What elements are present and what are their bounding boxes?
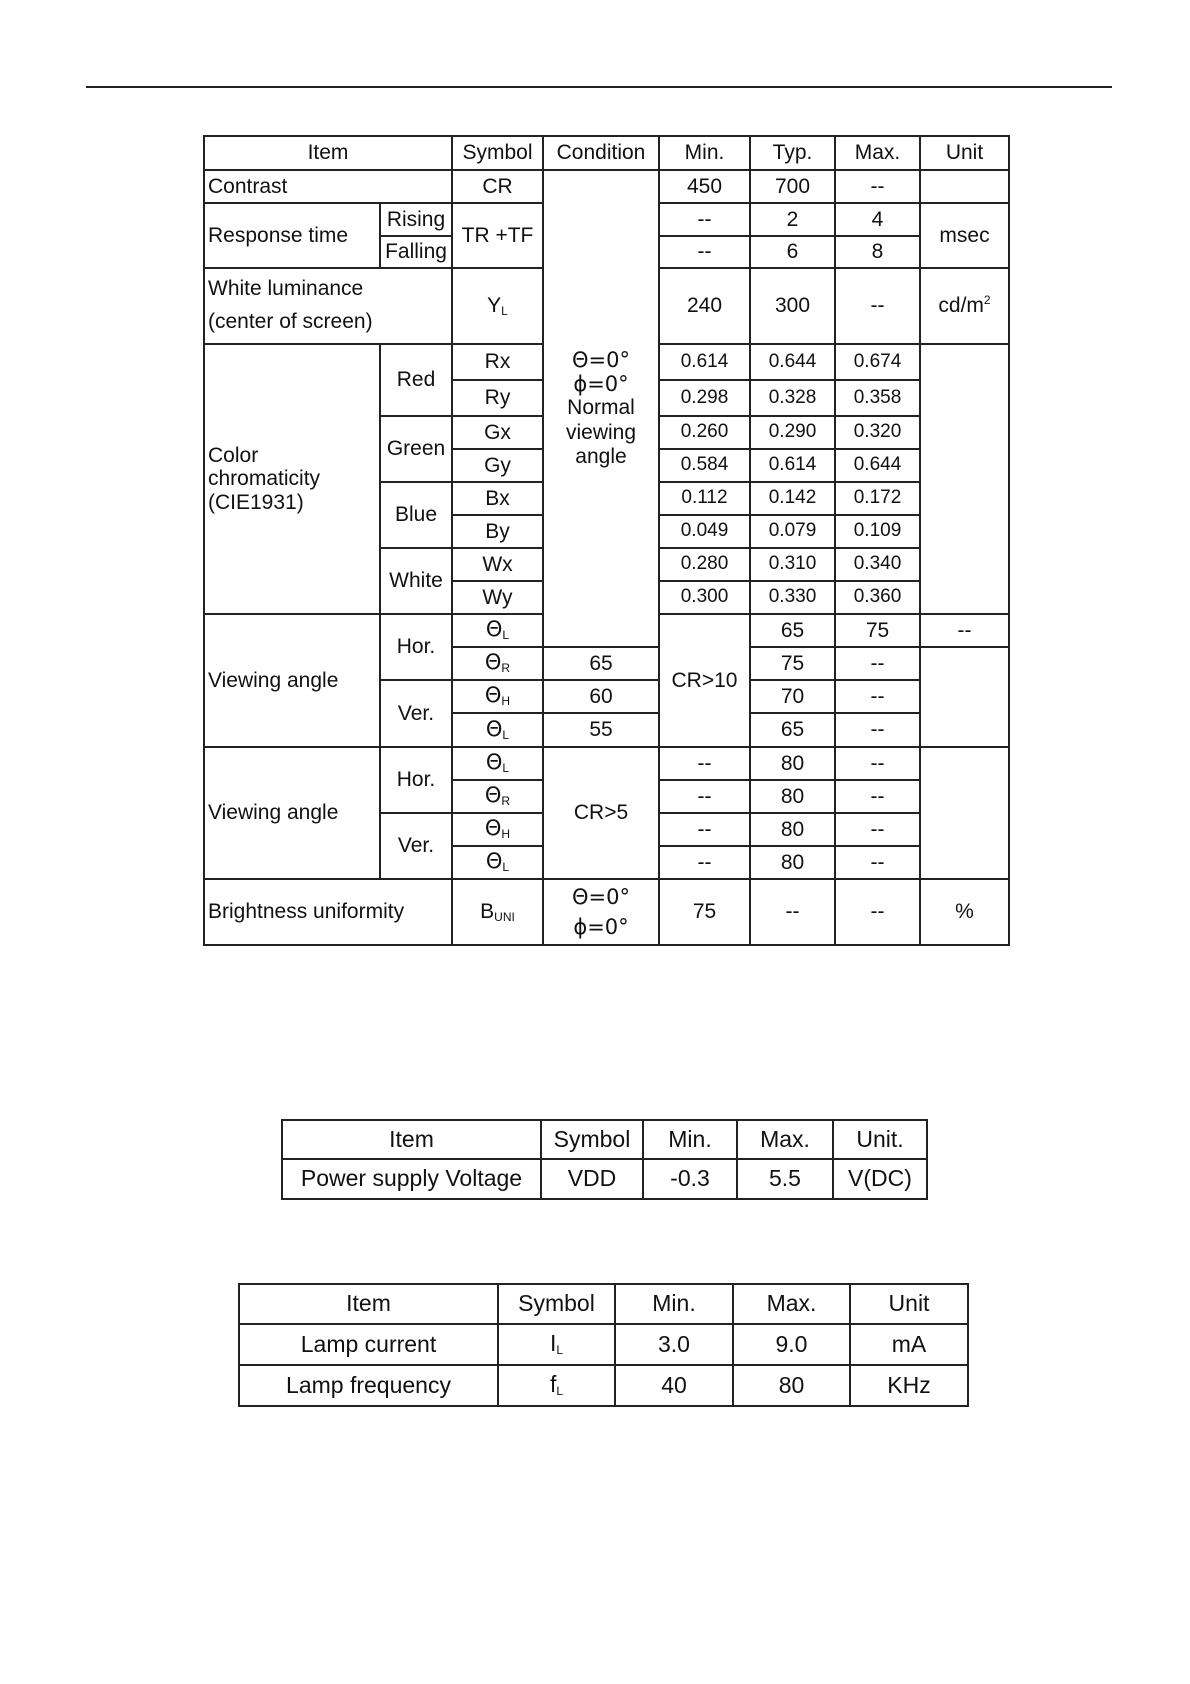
response-rising: Rising (380, 203, 452, 236)
abs-header-item: Item (282, 1120, 541, 1159)
abs-min: -0.3 (643, 1159, 737, 1199)
falling-max: 8 (835, 236, 920, 268)
view1-typ-2: 75 (750, 647, 835, 680)
wy-symbol: Wy (452, 581, 543, 614)
view2-sym-3 (452, 813, 543, 846)
theta-symbol: Θ (484, 816, 502, 841)
view1-typ-3: 70 (750, 680, 835, 713)
view2-typ-2: 80 (750, 780, 835, 813)
lamp-current-unit: mA (850, 1324, 968, 1365)
lamp-frequency-max: 80 (733, 1365, 850, 1406)
by-typ: 0.079 (750, 515, 835, 548)
gx-max: 0.320 (835, 416, 920, 449)
chroma-white-label: White (380, 548, 452, 614)
header-rule (86, 86, 1112, 88)
gy-symbol: Gy (452, 449, 543, 482)
view1-hor: Hor. (380, 614, 452, 680)
wy-max: 0.360 (835, 581, 920, 614)
view2-sym-2 (452, 780, 543, 813)
view2-unit (920, 747, 1009, 879)
theta-symbol: Θ (484, 650, 502, 675)
wx-min: 0.280 (659, 548, 750, 581)
luminance-symbol (452, 268, 543, 344)
falling-min: -- (659, 236, 750, 268)
bx-max: 0.172 (835, 482, 920, 515)
bx-symbol: Bx (452, 482, 543, 515)
view1-min-1: 65 (750, 614, 835, 647)
table-row (239, 1365, 968, 1406)
gy-typ: 0.614 (750, 449, 835, 482)
rx-max: 0.674 (835, 344, 920, 380)
view1-sym-1 (452, 614, 543, 647)
uniformity-unit: % (920, 879, 1009, 945)
lamp-frequency-symbol (498, 1365, 615, 1406)
lamp-current-sym: I (549, 1330, 557, 1357)
table-row (239, 1324, 968, 1365)
lamp-current-min: 3.0 (615, 1324, 733, 1365)
lamp-header-item: Item (239, 1284, 498, 1324)
view1-max-4: -- (835, 713, 920, 747)
luminance-item-line1: White luminance (208, 277, 364, 301)
table-row-uniformity (204, 879, 1009, 945)
theta-sub: R (501, 661, 511, 676)
lamp-frequency-sub: L (556, 1384, 564, 1399)
wx-symbol: Wx (452, 548, 543, 581)
rx-min: 0.614 (659, 344, 750, 380)
rising-min: -- (659, 203, 750, 236)
response-unit: msec (920, 203, 1009, 268)
abs-max: 5.5 (737, 1159, 833, 1199)
response-symbol: TR +TF (452, 203, 543, 268)
chroma-red-label: Red (380, 344, 452, 416)
lamp-current-symbol (498, 1324, 615, 1365)
abs-item: Power supply Voltage (282, 1159, 541, 1199)
view1-condition: CR>10 (659, 614, 750, 747)
header-typ: Typ. (750, 136, 835, 170)
table-row-contrast (204, 170, 1009, 203)
luminance-unit-main: cd/m (938, 294, 984, 318)
header-condition: Condition (543, 136, 659, 170)
lamp-frequency-item: Lamp frequency (239, 1365, 498, 1406)
table-header-row (282, 1120, 927, 1159)
ry-symbol: Ry (452, 380, 543, 416)
contrast-max: -- (835, 170, 920, 203)
response-falling: Falling (380, 236, 452, 268)
rx-symbol: Rx (452, 344, 543, 380)
view1-item: Viewing angle (204, 614, 380, 747)
luminance-unit (920, 268, 1009, 344)
header-unit: Unit (920, 136, 1009, 170)
header-item: Item (204, 136, 452, 170)
contrast-typ: 700 (750, 170, 835, 203)
theta-sub: L (502, 727, 510, 742)
theta-sub: H (501, 694, 511, 709)
contrast-symbol: CR (452, 170, 543, 203)
luminance-symbol-main: Y (487, 293, 502, 317)
abs-header-max: Max. (737, 1120, 833, 1159)
contrast-min: 450 (659, 170, 750, 203)
rising-typ: 2 (750, 203, 835, 236)
view1-max-2: -- (835, 647, 920, 680)
view2-typ-3: 80 (750, 813, 835, 846)
lamp-frequency-unit: KHz (850, 1365, 968, 1406)
chroma-blue-label: Blue (380, 482, 452, 548)
abs-header-symbol: Symbol (541, 1120, 643, 1159)
luminance-max: -- (835, 268, 920, 344)
table-row (282, 1159, 927, 1199)
view2-sym-4 (452, 846, 543, 879)
view2-max-2: -- (835, 780, 920, 813)
view2-ver: Ver. (380, 813, 452, 879)
uniformity-min: 75 (659, 879, 750, 945)
uniformity-typ: -- (750, 879, 835, 945)
view2-sym-1 (452, 747, 543, 780)
gx-min: 0.260 (659, 416, 750, 449)
chroma-item-line1: Color (208, 444, 259, 468)
theta-symbol: Θ (485, 716, 503, 741)
theta-symbol: Θ (484, 683, 502, 708)
chroma-item-line3: (CIE1931) (208, 490, 304, 514)
view1-min-3: 60 (543, 680, 659, 713)
view2-typ-1: 80 (750, 747, 835, 780)
wy-typ: 0.330 (750, 581, 835, 614)
bx-min: 0.112 (659, 482, 750, 515)
condition-line3: Normal (567, 396, 635, 420)
chroma-green-label: Green (380, 416, 452, 482)
condition-line4: viewing (565, 420, 637, 444)
lamp-header-max: Max. (733, 1284, 850, 1324)
wy-min: 0.300 (659, 581, 750, 614)
wx-typ: 0.310 (750, 548, 835, 581)
response-item: Response time (204, 203, 380, 268)
view1-ver: Ver. (380, 680, 452, 747)
view2-max-4: -- (835, 846, 920, 879)
theta-sub: L (502, 860, 510, 875)
lamp-current-max: 9.0 (733, 1324, 850, 1365)
uniformity-condition (543, 879, 659, 945)
rx-typ: 0.644 (750, 344, 835, 380)
view2-min-3: -- (659, 813, 750, 846)
chroma-item-line2: chromaticity (208, 467, 321, 491)
lamp-header-unit: Unit (850, 1284, 968, 1324)
ry-max: 0.358 (835, 380, 920, 416)
view2-condition: CR>5 (543, 747, 659, 879)
lamp-current-item: Lamp current (239, 1324, 498, 1365)
gy-min: 0.584 (659, 449, 750, 482)
uniformity-symbol-sub: UNI (494, 909, 515, 924)
luminance-typ: 300 (750, 268, 835, 344)
lamp-frequency-sym: f (549, 1371, 557, 1398)
contrast-unit (920, 170, 1009, 203)
view2-min-2: -- (659, 780, 750, 813)
luminance-item-line2: (center of screen) (208, 310, 373, 333)
view1-sym-3 (452, 680, 543, 713)
view1-sym-4 (452, 713, 543, 747)
theta-sub: H (501, 827, 511, 842)
view1-min-2: 65 (543, 647, 659, 680)
luminance-symbol-sub: L (501, 303, 508, 318)
header-max: Max. (835, 136, 920, 170)
rising-max: 4 (835, 203, 920, 236)
abs-symbol: VDD (541, 1159, 643, 1199)
absolute-ratings-table (281, 1119, 928, 1200)
table-row-view2-1 (204, 747, 1009, 780)
ry-typ: 0.328 (750, 380, 835, 416)
view1-sym-2 (452, 647, 543, 680)
view1-min-4: 55 (543, 713, 659, 747)
header-min: Min. (659, 136, 750, 170)
view2-min-4: -- (659, 846, 750, 879)
table-header-row (204, 136, 1009, 170)
view1-typ-4: 65 (750, 713, 835, 747)
view2-max-1: -- (835, 747, 920, 780)
condition-normal-viewing (543, 170, 659, 647)
theta-symbol: Θ (485, 750, 503, 775)
by-symbol: By (452, 515, 543, 548)
condition-line5: angle (575, 444, 627, 468)
abs-header-min: Min. (643, 1120, 737, 1159)
theta-sub: L (502, 761, 510, 776)
view2-typ-4: 80 (750, 846, 835, 879)
by-max: 0.109 (835, 515, 920, 548)
lamp-header-symbol: Symbol (498, 1284, 615, 1324)
condition-theta: Θ=0° (572, 348, 630, 373)
view2-max-3: -- (835, 813, 920, 846)
luminance-item (204, 268, 452, 344)
uniformity-cond-theta: Θ=0° (572, 884, 630, 909)
uniformity-symbol-main: B (480, 899, 495, 923)
lamp-frequency-min: 40 (615, 1365, 733, 1406)
lamp-characteristics-table (238, 1283, 969, 1407)
theta-sub: R (501, 794, 511, 809)
luminance-unit-sup: 2 (983, 293, 991, 308)
luminance-min: 240 (659, 268, 750, 344)
uniformity-item: Brightness uniformity (204, 879, 452, 945)
contrast-item: Contrast (204, 170, 452, 203)
uniformity-symbol (452, 879, 543, 945)
by-min: 0.049 (659, 515, 750, 548)
view2-hor: Hor. (380, 747, 452, 813)
lamp-header-min: Min. (615, 1284, 733, 1324)
falling-typ: 6 (750, 236, 835, 268)
table-header-row (239, 1284, 968, 1324)
header-symbol: Symbol (452, 136, 543, 170)
view1-max-1: -- (920, 614, 1009, 647)
abs-unit: V(DC) (833, 1159, 927, 1199)
chroma-unit (920, 344, 1009, 614)
bx-typ: 0.142 (750, 482, 835, 515)
view2-min-1: -- (659, 747, 750, 780)
abs-header-unit: Unit. (833, 1120, 927, 1159)
ry-min: 0.298 (659, 380, 750, 416)
view1-max-3: -- (835, 680, 920, 713)
view1-typ-1: 75 (835, 614, 920, 647)
theta-symbol: Θ (485, 849, 503, 874)
theta-symbol: Θ (485, 617, 503, 642)
gx-symbol: Gx (452, 416, 543, 449)
chroma-item (204, 344, 380, 614)
gx-typ: 0.290 (750, 416, 835, 449)
uniformity-cond-phi: ϕ=0° (573, 915, 629, 939)
uniformity-max: -- (835, 879, 920, 945)
theta-symbol: Θ (484, 783, 502, 808)
optical-characteristics-table (203, 135, 1010, 946)
gy-max: 0.644 (835, 449, 920, 482)
lamp-current-sub: L (556, 1343, 564, 1358)
wx-max: 0.340 (835, 548, 920, 581)
condition-phi: ϕ=0° (573, 372, 629, 397)
view2-item: Viewing angle (204, 747, 380, 879)
theta-sub: L (502, 628, 510, 643)
